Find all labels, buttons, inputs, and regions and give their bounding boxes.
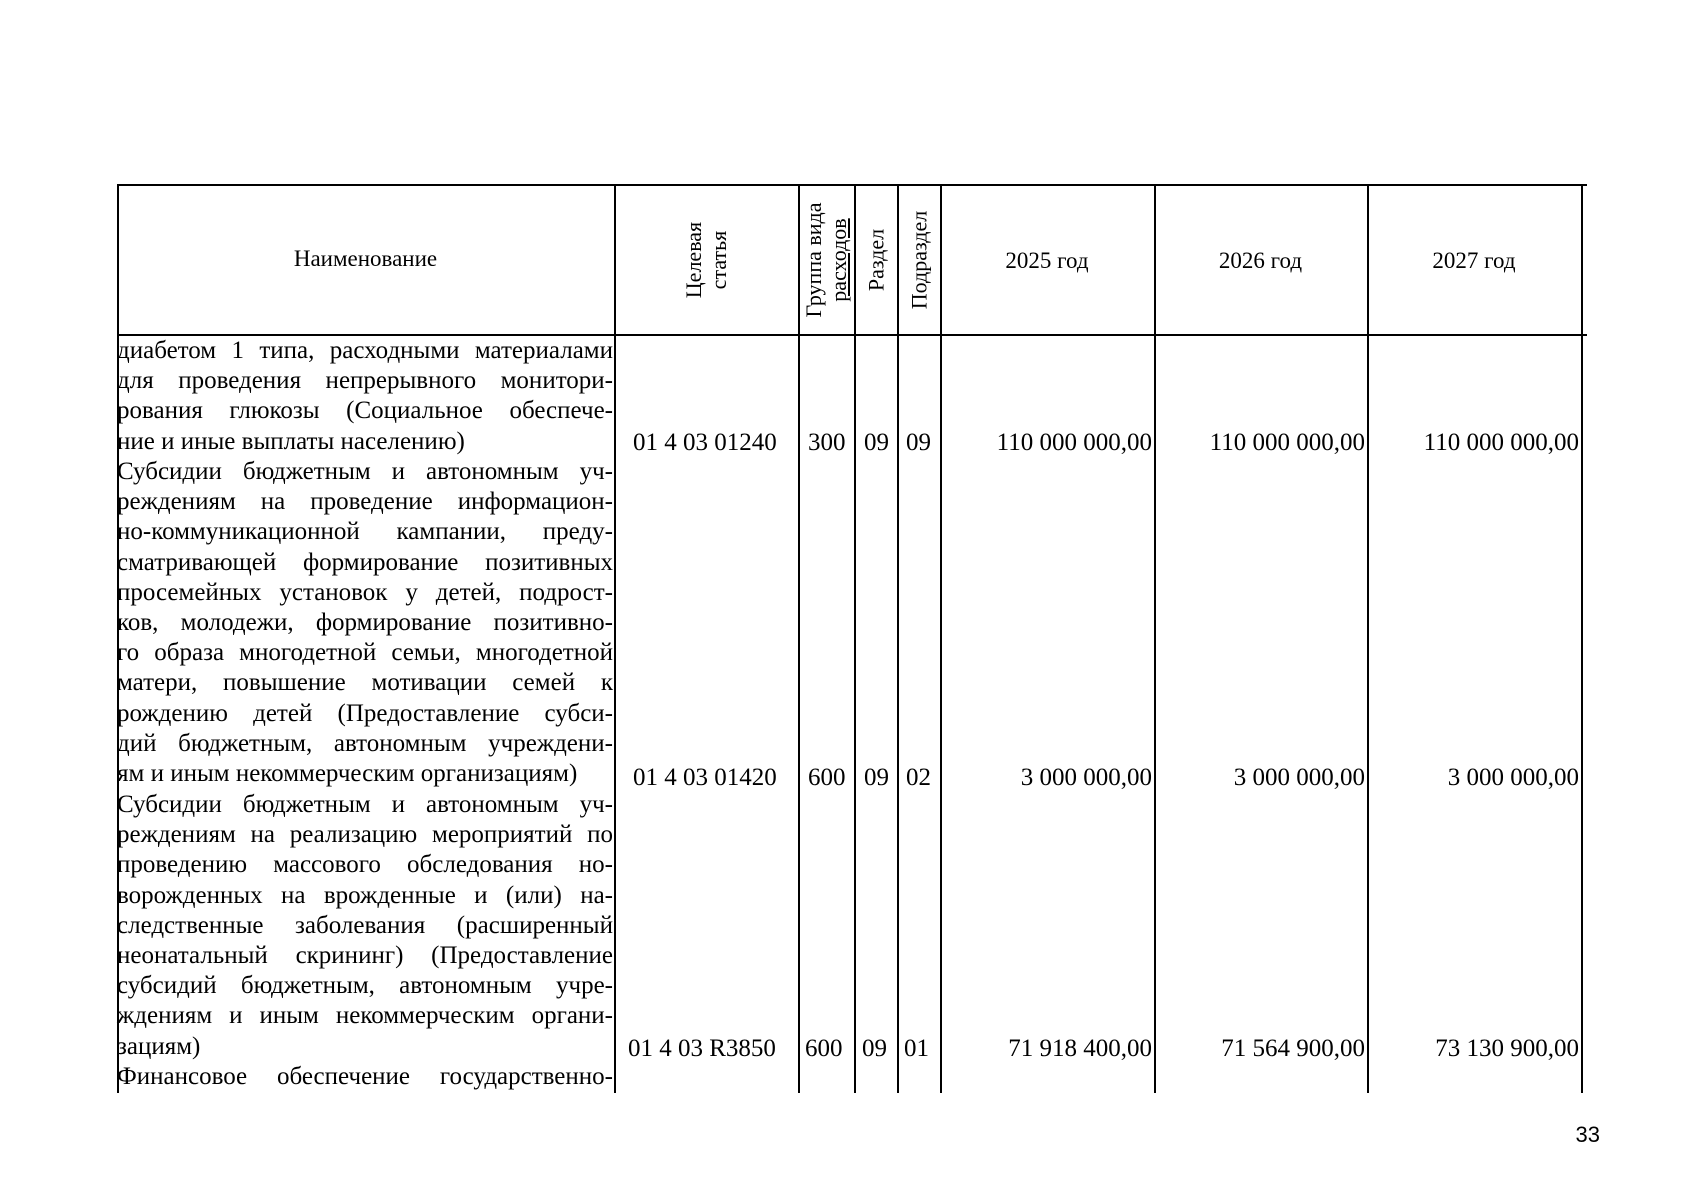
row-section: 09 [862, 1035, 887, 1062]
row-value-2026: 3 000 000,00 [1233, 764, 1365, 791]
header-year-2026: 2026 год [1218, 248, 1303, 273]
row-subsection: 01 [904, 1035, 929, 1062]
header-subsection: Подраздел [906, 210, 932, 310]
header-year-2027: 2027 год [1432, 248, 1516, 273]
row-section: 09 [864, 764, 889, 791]
row-target-article: 01 4 03 01420 [633, 764, 777, 791]
table-row-name: диабетом 1 типа, расходными материалами для проведения непрерывного монитори- рования глюкозы (Социальное обеспече- ние и иные выплаты населению) [117, 337, 613, 455]
column-divider [940, 184, 942, 1093]
row-expense-group: 600 [805, 1035, 843, 1062]
table-row-name: Субсидии бюджетным и автономным уч- реждениям на проведение информацион- но-коммуникационной кампании, преду- сматривающей формирование позитивных просемейных установок у детей, подрост- ков, молодежи, формирование позитивно- го образа многодетной семьи, многодетной матери, повышение мотивации семей к рождению детей (Предоставление субси- дий бюджетным, автономным учреждени- ям и иным некоммерческим организациям) [117, 458, 613, 788]
table-row-name: Субсидии бюджетным и автономным уч- реждениям на реализацию мероприятий по проведению массового обследования но- ворожденных на врожденные и (или) на- следственные заболевания (расширенный неонатальный скрининг) (Предоставление субсидий бюджетным, автономным учре- ждениям и иным некоммерческим органи- зациям) [117, 791, 613, 1060]
row-target-article: 01 4 03 01240 [633, 429, 777, 456]
header-expense-group: Группа вида расходов [801, 202, 851, 318]
row-value-2027: 3 000 000,00 [1447, 764, 1579, 791]
row-value-2027: 73 130 900,00 [1435, 1035, 1579, 1062]
column-divider [798, 184, 800, 1093]
header-target-article: Целевая статья [681, 221, 731, 299]
row-expense-group: 300 [808, 429, 846, 456]
row-subsection: 09 [906, 429, 931, 456]
row-expense-group: 600 [808, 764, 846, 791]
column-divider [1367, 184, 1369, 1093]
header-section: Раздел [863, 228, 889, 292]
page-number: 33 [1575, 1122, 1600, 1147]
column-divider [897, 184, 899, 1093]
header-year-2025: 2025 год [1005, 248, 1089, 273]
table-border-right [1581, 184, 1583, 1093]
column-divider [614, 184, 616, 1093]
row-target-article: 01 4 03 R3850 [628, 1035, 776, 1062]
row-value-2026: 71 564 900,00 [1221, 1035, 1365, 1062]
column-divider [1154, 184, 1156, 1093]
column-divider [854, 184, 856, 1093]
row-value-2027: 110 000 000,00 [1423, 429, 1579, 456]
row-subsection: 02 [906, 764, 931, 791]
row-value-2025: 3 000 000,00 [1020, 764, 1152, 791]
row-value-2025: 71 918 400,00 [1008, 1035, 1152, 1062]
row-section: 09 [864, 429, 889, 456]
table-row-name: Финансовое обеспечение государственно- [117, 1063, 613, 1090]
row-value-2026: 110 000 000,00 [1209, 429, 1365, 456]
row-value-2025: 110 000 000,00 [996, 429, 1152, 456]
header-name: Наименование [293, 246, 438, 271]
